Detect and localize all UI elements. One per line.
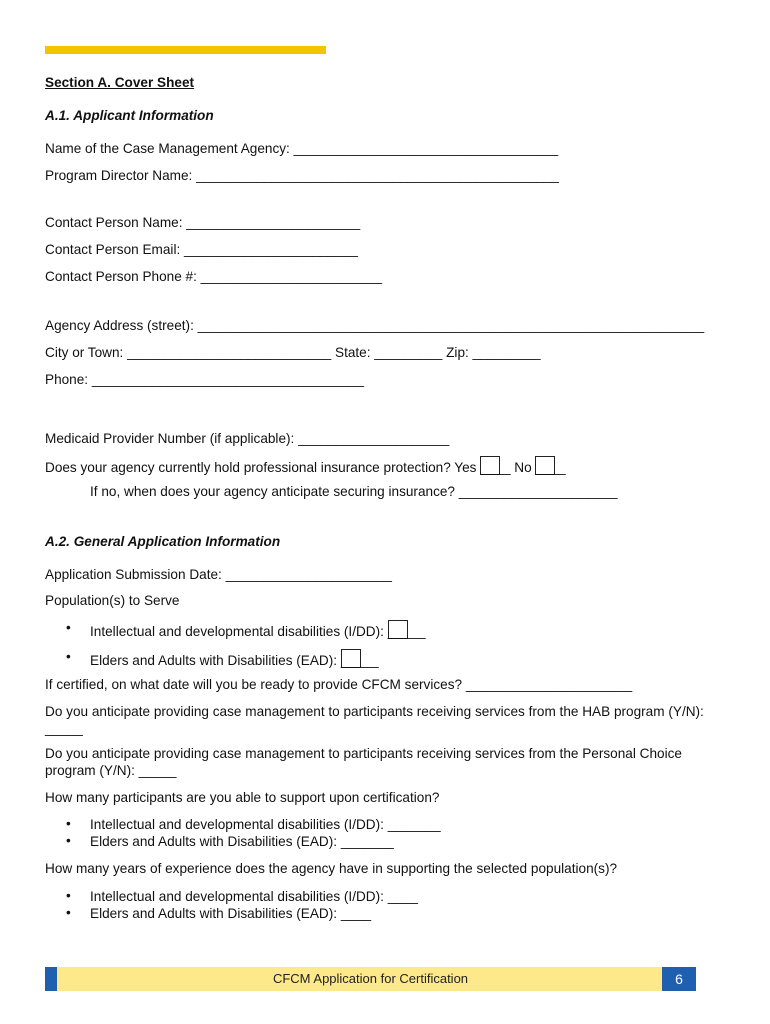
footer-title: CFCM Application for Certification	[272, 971, 469, 986]
phone-field[interactable]: Phone: ____________________________________	[45, 372, 365, 387]
population-idd-row	[90, 620, 426, 640]
participants-idd-field[interactable]: Intellectual and developmental disabilities (I/DD): _______	[90, 817, 441, 832]
hab-program-question[interactable]: Do you anticipate providing case management to participants receiving services from the HAB program (Y/N): _____	[45, 704, 704, 736]
program-director-field[interactable]: Program Director Name: ________________________________________________	[45, 168, 559, 183]
experience-ead-field[interactable]: Elders and Adults with Disabilities (EAD): ____	[90, 906, 372, 921]
experience-idd-field[interactable]: Intellectual and developmental disabilities (I/DD): ____	[90, 889, 418, 904]
insurance-date-field[interactable]: If no, when does your agency anticipate securing insurance? _____________________	[90, 484, 618, 499]
top-accent-bar	[45, 46, 326, 54]
insurance-no-blank: ____	[535, 460, 566, 475]
bullet: •	[66, 905, 71, 920]
medicaid-number-field[interactable]: Medicaid Provider Number (if applicable): ____________________	[45, 431, 450, 446]
participants-ead-field[interactable]: Elders and Adults with Disabilities (EAD): _______	[90, 834, 394, 849]
populations-label: Population(s) to Serve	[45, 593, 180, 608]
page-number: 6	[662, 967, 696, 991]
bullet: •	[66, 816, 71, 831]
certified-date-field[interactable]: If certified, on what date will you be ready to provide CFCM services? ______________________	[45, 677, 633, 692]
city-field[interactable]: City or Town: ___________________________	[45, 345, 332, 360]
insurance-yes-blank: ____	[480, 460, 511, 475]
contact-phone-field[interactable]: Contact Person Phone #: ________________________	[45, 269, 383, 284]
submission-date-field[interactable]: Application Submission Date: ______________________	[45, 567, 392, 582]
experience-question: How many years of experience does the agency have in supporting the selected population(s)?	[45, 861, 618, 876]
population-idd-blank: _____	[387, 624, 426, 639]
general-info-heading: A.2. General Application Information	[45, 534, 281, 549]
page-footer	[45, 967, 696, 991]
population-ead-label: Elders and Adults with Disabilities (EAD):	[90, 653, 338, 668]
state-field[interactable]: State: _________	[335, 345, 443, 360]
agency-address-field[interactable]: Agency Address (street): ___________________________________________________________________	[45, 318, 705, 333]
zip-field[interactable]: Zip: _________	[446, 345, 541, 360]
personal-choice-question[interactable]: Do you anticipate providing case management to participants receiving services from the Personal Choice program (Y/N): _____	[45, 746, 682, 778]
population-idd-label: Intellectual and developmental disabilities (I/DD):	[90, 624, 384, 639]
applicant-info-heading: A.1. Applicant Information	[45, 108, 214, 123]
population-ead-blank: _____	[340, 653, 379, 668]
insurance-question: Does your agency currently hold professional insurance protection? Yes	[45, 460, 477, 475]
bullet: •	[66, 833, 71, 848]
contact-email-field[interactable]: Contact Person Email: _______________________	[45, 242, 358, 257]
bullet: •	[66, 649, 71, 664]
insurance-question-row	[45, 456, 566, 476]
bullet: •	[66, 888, 71, 903]
participants-question: How many participants are you able to support upon certification?	[45, 790, 440, 805]
agency-name-field[interactable]: Name of the Case Management Agency: ___________________________________	[45, 141, 559, 156]
city-state-zip-row	[45, 344, 541, 361]
insurance-no-label: No	[514, 460, 532, 475]
population-ead-row	[90, 649, 379, 669]
contact-name-field[interactable]: Contact Person Name: _______________________	[45, 215, 361, 230]
section-title: Section A. Cover Sheet	[45, 75, 195, 90]
bullet: •	[66, 620, 71, 635]
